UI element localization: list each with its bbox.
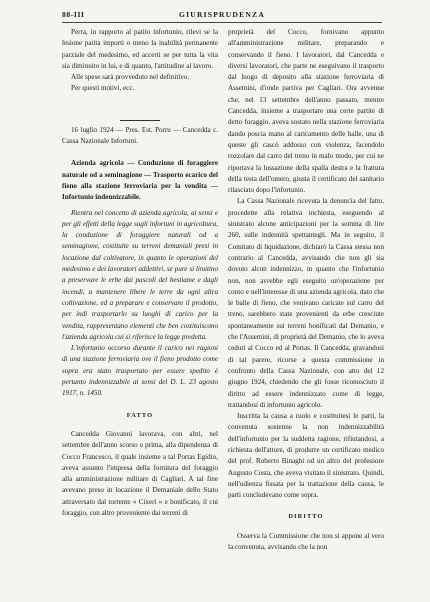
paragraph: Per questi motivi, ecc. [71,84,135,93]
header-rule [62,22,382,23]
paragraph: La Cassa Nazionale ricevuta la denuncia del fatto, procedette alla relativa inchiesta, eseguendo al sinistrato alcune anticipazioni per la somma di lire 260, sulle indennità spettantegli. Ma in seguito, il Comitato di liquidazione, dichiarò la Cassa stessa non contrario al Cancedda, avvisando che non gli sia dovuto alcun indennizzo, in quanto che l'infortunio non, non avrebbe egli eseguito un'operazione per conto e nell'interesse di una azienda agricola, dato che le balle di fieno, che venivano caricate sul carro del treno, sarebbero state provenienti da erbe cresciute spontaneamente sui terreni bonificati dal Demanio, e che l'Assemini, di proprietà del Demanio, che lo aveva ceduti al Cocco ed al Portas. Il Cancedda, gravandosi di tal parere, ricorse a questa commissione in confronto della Cassa Nazionale, con atto del 12 giugno 1924, chiedendo che gli fosse riconosciuto il diritto ad essere indennizzato come di legge, trattandosi di infortunio agricolo. [228,197,384,409]
spacer [62,95,218,117]
section-heading-diritto: DIRITTO [288,513,324,521]
left-column [62,27,218,519]
paragraph: Osserva la Commissione che non si appone al vero la convenuta, avvisando che la non [228,531,384,552]
paragraph: proprietà del Cocco, fornivano appunto all'amministrazione militare, preparando e conservando il fieno. I lavoratori, dal Cancedda e diversi lavoratori, che parte ne eseguivano il trasporto dal luogo di deposito alla stazione ferroviaria di Assemini, d'onde partiva per Cagliari. Ora avvenne che, nel 13 settembre dell'anno passato, mentre Cancedda, insieme a trasportare una certe partite di detto foraggio, aveva sostato nella stazione ferroviaria dando poscia mano al caricamento delle balle, una di queste gli cascò addosso con violenza, facendolo rozzolare dal carro del treno in malo modo, per cui ne riportava la lussazione della spalla destra e la frattura della testa dell'omero, giusta il certificato del sanitario rilasciato dopo l'infortunio. [228,28,384,195]
spacer [62,147,218,158]
massima-text: L'infortunio occorso durante il carico nei ragioni di una stazione ferroviaria ove il fieno prodotto come sopra era stato trasportato per essere spedito è pertanto indennizzabile ai sensi del D. L. 23 agosto 1917, n. 1450. [62,344,218,398]
paragraph: Cancedda Giovanni lavorava, con altri, nel settembre dell'anno scorso e prima, alla dipendenza di Cocco Francesco, il quale insieme a tal Portas Egidio, aveva assunto l'impresa della fornitura del foraggio alla amministrazione militare di Cagliari. A tal fine avevano preso in locazione il Demaniale dello Stato attraversato dal torrente « Cixerì » e bonificato, il cui foraggio, con altro proveniente dai terreni di [62,429,218,517]
paragraph: Inscritta la causa a ruolo e costituitesi le parti, la convenuta sostenne la non indennizzabilità dell'infortunio per la suddetta ragione, rifiutandosi, a richiesta dell'attore, di produrre un certificato medico del prof. Roberto Binaghi od un altro del professore Augusto Costa, che aveva visitato il sinistrato. Quindi, nell'udienza fissata per la trattazione della causa, le parti concludevano come sopra. [228,412,384,500]
paragraph: Perra, in rapporto al patito infortunio, rilevi se la lesione patita importi o meno la inabilità permanente parziale del medesimo, ed accerti se per tutta la vita sia diminuito in lui, e di quanto, l'attitudine al lavoro. [62,28,218,70]
running-header [62,10,382,22]
running-title: GIURISPRUDENZA [179,10,265,19]
section-heading-fatto: FATTO [126,411,154,419]
section-separator [120,120,160,121]
massima-heading: Azienda agricola — Conduzione di foraggiere naturale od a seminagione — Trasporto ecarico del fieno alla stazione ferroviaria per la vendita — Infortunio indennizzabile. [62,159,218,202]
case-header: 16 luglio 1924 — Pres. Est. Porru — Cancedda c. Cassa Nazionale Infortuni. [62,125,218,146]
massima-text: Rientra nel concetto di azienda agricola, ai sensi e per gli effetti della legge sugli infortuni in agricoltura, la conduzione di foraggiere naturali od a seminagione, costituite su terreni demaniali presi in locazione dal coltivatore, in quanto le operazioni del medesimo e dei lavoratori addettivi, se pure si limitino a preservare le erbe dai pascoli del bestiame e dagli incendi, a mantenere libere le terre da ogni altra coltivazione, ed a preparare e conservare il prodotto, per indi trasportarlo su luoghi di carico per la vendita, rappresentano elementi che ben costituiscono l'azienda agricola cui si riferisce la legge predetta. [62,208,218,341]
page-number: 88-III [62,10,85,19]
paragraph: Alle spese sarà provveduto nel definitivo. [71,73,190,82]
right-column [228,27,384,553]
